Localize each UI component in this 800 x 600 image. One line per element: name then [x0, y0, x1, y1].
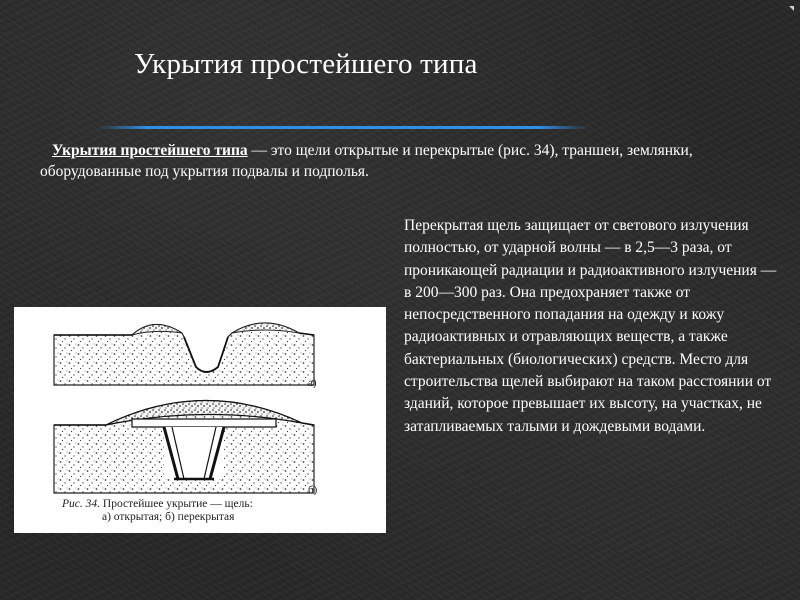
slide-title: Укрытия простейшего типа — [134, 48, 478, 80]
figure-label-b: б) — [308, 484, 318, 496]
corner-marker-icon — [789, 6, 794, 11]
caption-line-1: Простейшее укрытие — щель: — [100, 498, 253, 510]
caption-label: Рис. 34. — [62, 498, 101, 510]
caption-line-2: а) открытая; б) перекрытая — [102, 511, 235, 523]
body-paragraph: Перекрытая щель защищает от светового излучения полностью, от ударной волны — в 2,5—3 раза, от проникающей радиации и радиоактивного излучения — в 200—300 раз. Она предохраняет также от непосредственного попадания на одежду и кожу радиоактивных и отравляющих веществ, а также бактериальных (биологических) средств. Место для строительства щелей выбирают на таком расстоянии от зданий, которое превышает их высоту, на участках, не затапливаемых талыми и дождевыми водами. — [404, 217, 777, 435]
intro-paragraph — [40, 140, 740, 182]
trench-figure — [14, 307, 386, 533]
figure-label-a: а) — [308, 377, 317, 389]
title-underline — [98, 126, 588, 129]
intro-term: Укрытия простейшего типа — [52, 142, 248, 159]
figure-caption — [62, 498, 362, 524]
intro-text: — это щели открытые и перекрытые (рис. 34), траншеи, землянки, оборудованные под укрытия подвалы и подполья. — [40, 142, 693, 180]
